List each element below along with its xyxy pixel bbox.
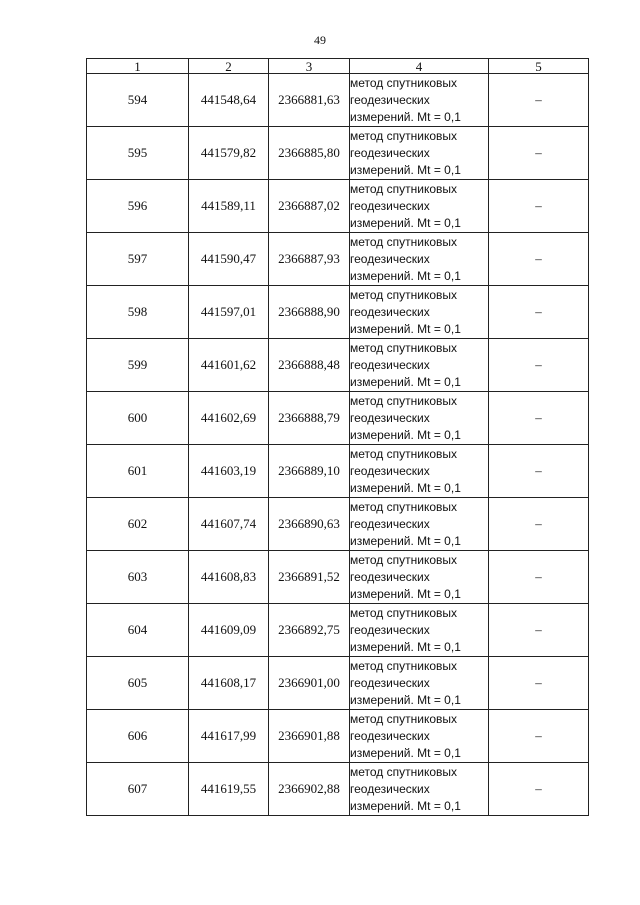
note-cell: – [489, 127, 589, 180]
y-coordinate-cell: 2366891,52 [269, 551, 350, 604]
method-cell [350, 180, 489, 233]
x-coordinate-cell: 441597,01 [189, 286, 269, 339]
method-line: геодезических [350, 198, 430, 213]
note-cell: – [489, 339, 589, 392]
note-cell: – [489, 392, 589, 445]
table-row [87, 604, 589, 657]
note-cell: – [489, 551, 589, 604]
point-number-cell: 598 [87, 286, 189, 339]
method-line: измерений. Mt = 0,1 [350, 215, 461, 230]
point-number-cell: 607 [87, 763, 189, 816]
method-line: измерений. Mt = 0,1 [350, 427, 461, 442]
coordinates-table [86, 58, 589, 816]
method-line: измерений. Mt = 0,1 [350, 374, 461, 389]
point-number-cell: 604 [87, 604, 189, 657]
header-row [87, 59, 589, 74]
column-header-2: 2 [189, 59, 269, 74]
method-line: измерений. Mt = 0,1 [350, 639, 461, 654]
table-row [87, 286, 589, 339]
note-cell: – [489, 657, 589, 710]
method-cell [350, 392, 489, 445]
method-line: измерений. Mt = 0,1 [350, 586, 461, 601]
point-number-cell: 595 [87, 127, 189, 180]
method-line: метод спутниковых [350, 764, 458, 779]
y-coordinate-cell: 2366887,93 [269, 233, 350, 286]
table-row [87, 74, 589, 127]
y-coordinate-cell: 2366890,63 [269, 498, 350, 551]
point-number-cell: 599 [87, 339, 189, 392]
x-coordinate-cell: 441590,47 [189, 233, 269, 286]
x-coordinate-cell: 441579,82 [189, 127, 269, 180]
x-coordinate-cell: 441617,99 [189, 710, 269, 763]
note-cell: – [489, 710, 589, 763]
method-cell [350, 74, 489, 127]
method-cell [350, 604, 489, 657]
y-coordinate-cell: 2366901,88 [269, 710, 350, 763]
method-line: геодезических [350, 516, 430, 531]
method-line: метод спутниковых [350, 340, 458, 355]
method-line: геодезических [350, 410, 430, 425]
table-row [87, 392, 589, 445]
method-line: метод спутниковых [350, 287, 458, 302]
x-coordinate-cell: 441607,74 [189, 498, 269, 551]
x-coordinate-cell: 441601,62 [189, 339, 269, 392]
column-header-5: 5 [489, 59, 589, 74]
point-number-cell: 606 [87, 710, 189, 763]
y-coordinate-cell: 2366888,79 [269, 392, 350, 445]
table-body [87, 74, 589, 816]
y-coordinate-cell: 2366892,75 [269, 604, 350, 657]
y-coordinate-cell: 2366888,90 [269, 286, 350, 339]
method-line: измерений. Mt = 0,1 [350, 480, 461, 495]
x-coordinate-cell: 441609,09 [189, 604, 269, 657]
method-line: измерений. Mt = 0,1 [350, 533, 461, 548]
point-number-cell: 597 [87, 233, 189, 286]
table-header [87, 59, 589, 74]
method-line: геодезических [350, 781, 430, 796]
method-line: измерений. Mt = 0,1 [350, 109, 461, 124]
column-header-4: 4 [350, 59, 489, 74]
method-line: измерений. Mt = 0,1 [350, 798, 461, 813]
y-coordinate-cell: 2366887,02 [269, 180, 350, 233]
method-line: измерений. Mt = 0,1 [350, 745, 461, 760]
method-line: геодезических [350, 622, 430, 637]
method-line: метод спутниковых [350, 658, 458, 673]
method-cell [350, 339, 489, 392]
note-cell: – [489, 74, 589, 127]
x-coordinate-cell: 441589,11 [189, 180, 269, 233]
y-coordinate-cell: 2366889,10 [269, 445, 350, 498]
x-coordinate-cell: 441603,19 [189, 445, 269, 498]
y-coordinate-cell: 2366888,48 [269, 339, 350, 392]
table-row [87, 551, 589, 604]
method-line: геодезических [350, 304, 430, 319]
point-number-cell: 602 [87, 498, 189, 551]
method-line: метод спутниковых [350, 446, 458, 461]
point-number-cell: 596 [87, 180, 189, 233]
method-line: геодезических [350, 728, 430, 743]
y-coordinate-cell: 2366885,80 [269, 127, 350, 180]
method-line: геодезических [350, 357, 430, 372]
method-line: метод спутниковых [350, 181, 458, 196]
method-line: геодезических [350, 251, 430, 266]
method-line: метод спутниковых [350, 393, 458, 408]
method-cell [350, 551, 489, 604]
method-line: метод спутниковых [350, 128, 458, 143]
method-cell [350, 763, 489, 816]
method-line: геодезических [350, 675, 430, 690]
method-line: геодезических [350, 145, 430, 160]
point-number-cell: 601 [87, 445, 189, 498]
point-number-cell: 594 [87, 74, 189, 127]
method-line: измерений. Mt = 0,1 [350, 692, 461, 707]
table-row [87, 339, 589, 392]
method-cell [350, 498, 489, 551]
method-cell [350, 286, 489, 339]
point-number-cell: 603 [87, 551, 189, 604]
method-line: измерений. Mt = 0,1 [350, 162, 461, 177]
method-line: геодезических [350, 92, 430, 107]
method-line: измерений. Mt = 0,1 [350, 268, 461, 283]
note-cell: – [489, 445, 589, 498]
note-cell: – [489, 498, 589, 551]
method-cell [350, 233, 489, 286]
x-coordinate-cell: 441619,55 [189, 763, 269, 816]
point-number-cell: 605 [87, 657, 189, 710]
x-coordinate-cell: 441608,83 [189, 551, 269, 604]
y-coordinate-cell: 2366881,63 [269, 74, 350, 127]
table-row [87, 127, 589, 180]
table-row [87, 445, 589, 498]
method-line: метод спутниковых [350, 499, 458, 514]
note-cell: – [489, 763, 589, 816]
column-header-1: 1 [87, 59, 189, 74]
note-cell: – [489, 286, 589, 339]
method-line: метод спутниковых [350, 711, 458, 726]
method-line: метод спутниковых [350, 234, 458, 249]
table-row [87, 657, 589, 710]
method-cell [350, 445, 489, 498]
y-coordinate-cell: 2366901,00 [269, 657, 350, 710]
column-header-3: 3 [269, 59, 350, 74]
table-row [87, 498, 589, 551]
method-line: геодезических [350, 463, 430, 478]
x-coordinate-cell: 441608,17 [189, 657, 269, 710]
table-row [87, 233, 589, 286]
method-line: геодезических [350, 569, 430, 584]
note-cell: – [489, 604, 589, 657]
x-coordinate-cell: 441602,69 [189, 392, 269, 445]
table-row [87, 180, 589, 233]
y-coordinate-cell: 2366902,88 [269, 763, 350, 816]
method-line: метод спутниковых [350, 75, 458, 90]
table-row [87, 710, 589, 763]
method-line: метод спутниковых [350, 605, 458, 620]
method-line: метод спутниковых [350, 552, 458, 567]
method-cell [350, 657, 489, 710]
x-coordinate-cell: 441548,64 [189, 74, 269, 127]
point-number-cell: 600 [87, 392, 189, 445]
page-number: 49 [314, 33, 326, 47]
method-line: измерений. Mt = 0,1 [350, 321, 461, 336]
method-cell [350, 127, 489, 180]
method-cell [350, 710, 489, 763]
table-row [87, 763, 589, 816]
note-cell: – [489, 180, 589, 233]
note-cell: – [489, 233, 589, 286]
